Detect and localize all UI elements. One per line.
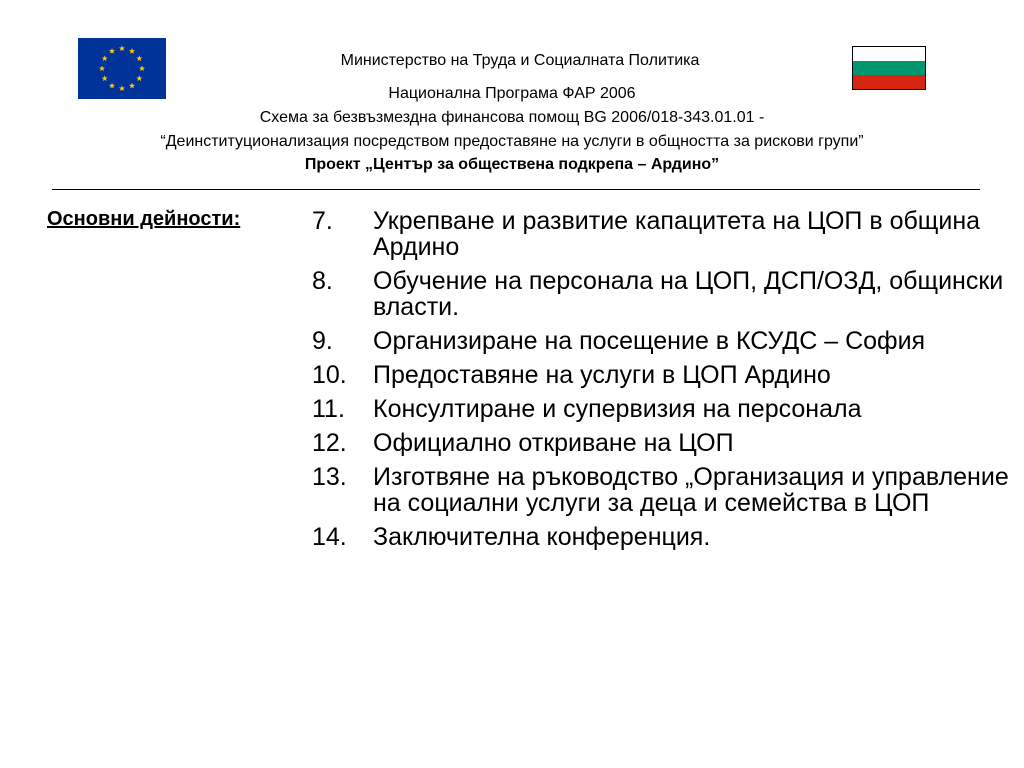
list-item xyxy=(312,464,1012,516)
scheme-title: Схема за безвъзмездна финансова помощ BG 2006/018-343.01.01 - xyxy=(259,109,765,126)
item-text: Укрепване и развитие капацитета на ЦОП в община Ардино xyxy=(373,207,981,261)
item-text: Официално откриване на ЦОП xyxy=(373,429,734,457)
item-number: 9. xyxy=(312,327,333,355)
list-item xyxy=(312,268,1012,320)
list-item xyxy=(312,362,1012,388)
ministry-title: Министерство на Труда и Социалната Политика xyxy=(340,52,700,69)
list-item xyxy=(312,524,1012,550)
item-number: 10. xyxy=(312,361,347,389)
item-number: 7. xyxy=(312,207,333,235)
item-number: 14. xyxy=(312,523,347,551)
section-label: Основни дейности: xyxy=(47,208,241,230)
project-title: Проект „Център за обществена подкрепа – Ардино” xyxy=(304,156,720,173)
item-number: 8. xyxy=(312,267,333,295)
item-text: Предоставяне на услуги в ЦОП Ардино xyxy=(373,361,831,389)
item-number: 12. xyxy=(312,429,347,457)
list-item xyxy=(312,328,1012,354)
list-item xyxy=(312,430,1012,456)
item-text: Обучение на персонала на ЦОП, ДСП/ОЗД, общински власти. xyxy=(373,267,1004,321)
program-title: Национална Програма ФАР 2006 xyxy=(388,85,636,102)
item-number: 11. xyxy=(312,395,345,423)
item-text: Консултиране и супервизия на персонала xyxy=(373,395,862,423)
item-text: Заключителна конференция. xyxy=(373,523,711,551)
header-divider xyxy=(52,189,980,190)
item-number: 13. xyxy=(312,463,347,491)
list-item xyxy=(312,208,1012,260)
list-item xyxy=(312,396,1012,422)
item-text: Организиране на посещение в КСУДС – София xyxy=(373,327,926,355)
item-text: Изготвяне на ръководство „Организация и управление на социални услуги за деца и семейства в ЦОП xyxy=(373,463,1009,517)
scheme-description: “Деинституционализация посредством предоставяне на услуги в общността за рискови групи” xyxy=(160,133,864,150)
activity-list xyxy=(312,208,1012,558)
